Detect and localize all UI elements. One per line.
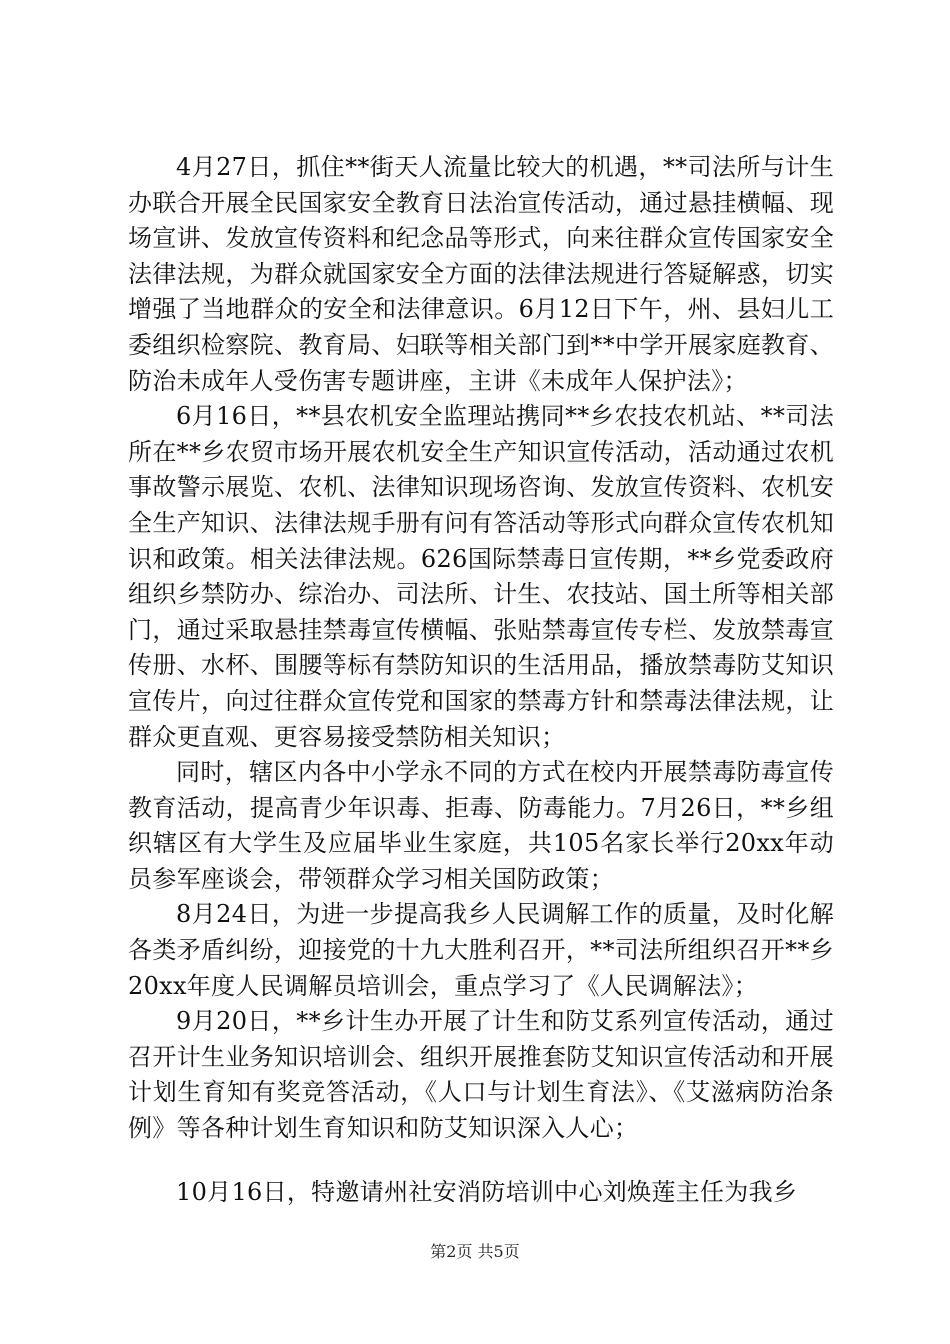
paragraph-september-20: 9月20日，**乡计生办开展了计生和防艾系列宣传活动，通过召开计生业务知识培训会、组织开展推套防艾知识宣传活动和开展计划生育知有奖竞答活动，《人口与计划生育法》、《艾滋病防治条例》等各种计划生育知识和防艾知识深入人心；	[128, 1007, 834, 1143]
paragraph-april-27: 4月27日，抓住**街天人流量比较大的机遇，**司法所与计生办联合开展全民国家安全教育日法治宣传活动，通过悬挂横幅、现场宣讲、发放宣传资料和纪念品等形式，向来往群众宣传国家安全法律法规，为群众就国家安全方面的法律法规进行答疑解惑，切实增强了当地群众的安全和法律意识。6月12日下午，州、县妇儿工委组织检察院、教育局、妇联等相关部门到**中学开展家庭教育、防治未成年人受伤害专题讲座，主讲《未成年人保护法》；	[128, 153, 834, 395]
paragraph-schools-july-26: 同时，辖区内各中小学永不同的方式在校内开展禁毒防毒宣传教育活动，提高青少年识毒、拒毒、防毒能力。7月26日，**乡组织辖区有大学生及应届毕业生家庭，共105名家长举行20xx年动员参军座谈会，带领群众学习相关国防政策；	[128, 758, 834, 893]
page-number-footer: 第2页 共5页	[430, 1242, 520, 1261]
paragraph-june-16: 6月16日，**县农机安全监理站携同**乡农技农机站、**司法所在**乡农贸市场开展农机安全生产知识宣传活动，活动通过农机事故警示展览、农机、法律知识现场咨询、发放宣传资料、农机安全生产知识、法律法规手册有问有答活动等形式向群众宣传农机知识和政策。相关法律法规。626国际禁毒日宣传期，**乡党委政府组织乡禁防办、综治办、司法所、计生、农技站、国土所等相关部门，通过采取悬挂禁毒宣传横幅、张贴禁毒宣传专栏、发放禁毒宣传册、水杯、围腰等标有禁防知识的生活用品，播放禁毒防艾知识宣传片，向过往群众宣传党和国家的禁毒方针和禁毒法律法规，让群众更直观、更容易接受禁防相关知识；	[128, 402, 834, 751]
paragraph-august-24: 8月24日，为进一步提高我乡人民调解工作的质量，及时化解各类矛盾纠纷，迎接党的十九大胜利召开，**司法所组织召开**乡20xx年度人民调解员培训会，重点学习了《人民调解法》；	[128, 900, 834, 1000]
document-body	[128, 150, 834, 1210]
paragraph-october-16: 10月16日，特邀请州社安消防培训中心刘焕莲主任为我乡	[176, 1177, 798, 1206]
